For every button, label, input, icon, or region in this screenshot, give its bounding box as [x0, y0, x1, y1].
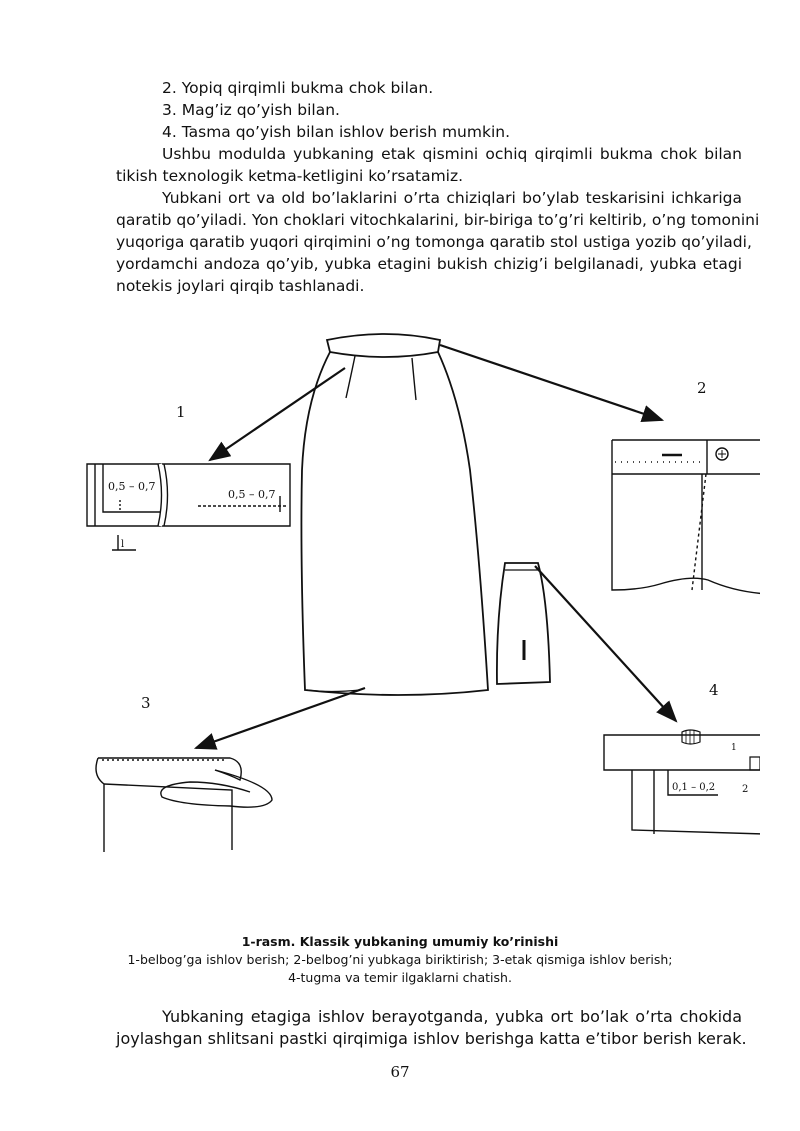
- paragraph-1-line-1: Ushbu modulda yubkaning etak qismini ochiq qirqimli bukma chok bilan: [162, 145, 742, 163]
- dim-label-a: 0,5 – 0,7: [108, 480, 156, 493]
- paragraph-2-line-3: yuqoriga qaratib yuqori qirqimini o’ng tomonga qaratib stol ustiga yozib qo’yiladi,: [116, 233, 752, 251]
- list-item-3: 3. Mag’iz qo’yish bilan.: [162, 101, 340, 119]
- paragraph-2-line-1: Yubkani ort va old bo’laklarini o’rta chiziqlari bo’ylab teskarisini ichkariga: [162, 189, 742, 207]
- mark-2: 2: [742, 784, 749, 795]
- figure-label-2: 2: [697, 379, 707, 397]
- figure-label-3: 3: [141, 694, 151, 712]
- figure-caption-line-1: 1-belbog’ga ishlov berish; 2-belbog’ni yubkaga biriktirish; 3-etak qismiga ishlov berish;: [127, 952, 673, 967]
- dim-label-c: 0,1 – 0,2: [672, 782, 716, 793]
- hem-detail: [96, 758, 272, 852]
- mark-l: l: [121, 539, 125, 550]
- mark-1: 1: [731, 743, 737, 753]
- paragraph-3-line-1: Yubkaning etagiga ishlov berayotganda, yubka ort bo’lak o’rta chokida: [162, 1007, 742, 1026]
- figure-label-1: 1: [176, 403, 186, 421]
- list-item-2: 2. Yopiq qirqimli bukma chok bilan.: [162, 79, 434, 97]
- figure-label-4: 4: [709, 681, 719, 699]
- back-skirt-piece: [497, 563, 550, 684]
- waistband-attach-detail: [612, 440, 760, 594]
- dim-label-b: 0,5 – 0,7: [228, 488, 276, 501]
- skirt-figure: [60, 315, 760, 875]
- paragraph-2-line-5: notekis joylari qirqib tashlanadi.: [116, 277, 365, 295]
- paragraph-1-line-2: tikish texnologik ketma-ketligini ko’rsatamiz.: [116, 167, 464, 185]
- paragraph-2-line-2: qaratib qo’yiladi. Yon choklari vitochkalarini, bir-biriga to’g’ri keltirib, o’ng tomonini: [116, 211, 760, 229]
- page-number: 67: [390, 1063, 410, 1081]
- list-item-4: 4. Tasma qo’yish bilan ishlov berish mumkin.: [162, 123, 511, 141]
- waistband-detail: [87, 464, 290, 550]
- figure-caption-line-2: 4-tugma va temir ilgaklarni chatish.: [288, 970, 512, 985]
- skirt-body: [301, 334, 488, 695]
- paragraph-2-line-4: yordamchi andoza qo’yib, yubka etagini bukish chizig’i belgilanadi, yubka etagi: [116, 255, 742, 273]
- paragraph-3-line-2: joylashgan shlitsani pastki qirqimiga ishlov berishga katta e’tibor berish kerak.: [116, 1029, 747, 1048]
- figure-caption-title: 1-rasm. Klassik yubkaning umumiy ko’rinishi: [241, 934, 559, 949]
